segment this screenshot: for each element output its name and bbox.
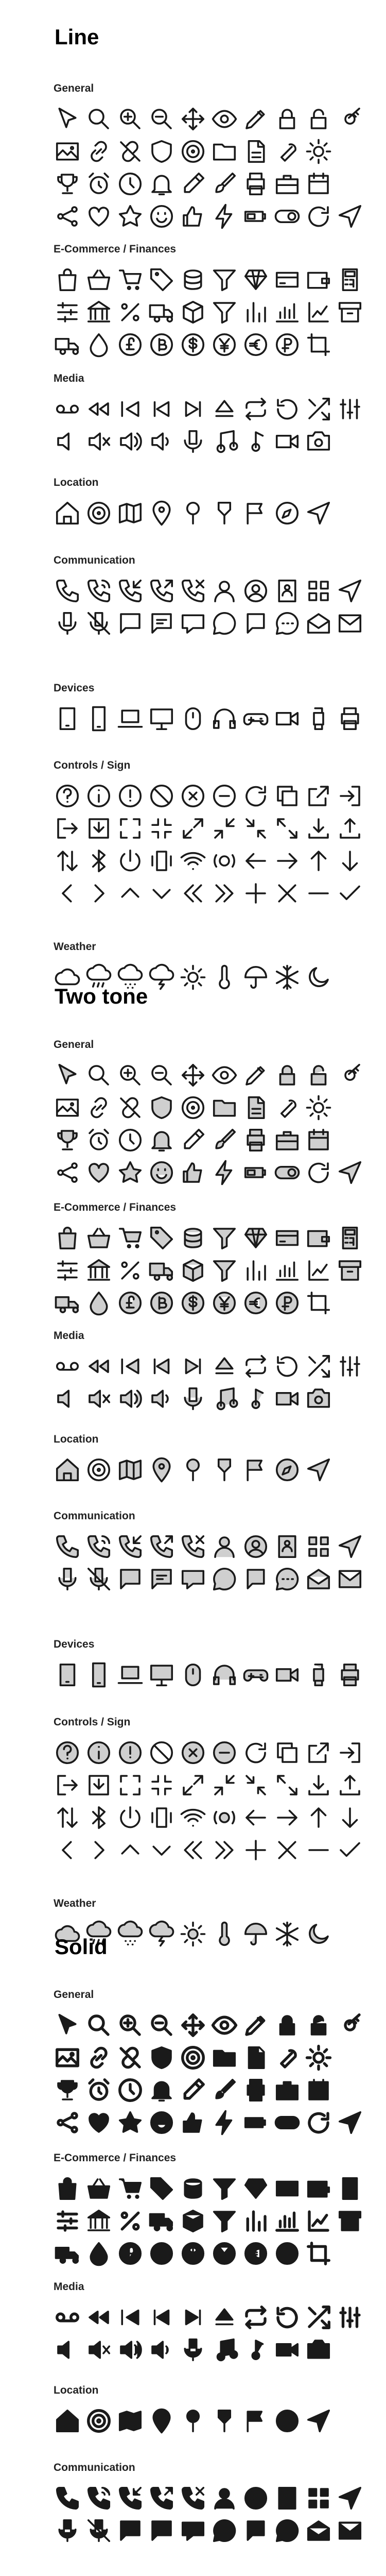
chat-dots-icon [273,2517,301,2545]
home-icon [54,2407,81,2435]
unlink-icon [116,2044,144,2072]
star-icon [116,2109,144,2137]
section-title: Communication [54,1510,135,1522]
replay-icon [273,2303,301,2331]
bank-icon [85,2207,113,2235]
grid-icon [305,2484,332,2512]
wallet-icon [305,2175,332,2202]
mail-open-icon [305,2517,332,2545]
user-icon [210,2484,238,2512]
unlock-icon [305,2011,332,2039]
icon-row [0,2175,386,2202]
icon-row [0,2240,386,2267]
drop-icon [85,2240,113,2267]
eject-icon [210,2303,238,2331]
icon-row [0,2303,386,2331]
repeat-icon [242,2303,270,2331]
mic-icon [54,2517,81,2545]
section-title: Location [54,1433,99,1445]
eyedropper-icon [179,2076,207,2104]
user-circle-icon [242,2484,270,2512]
chat-icon [116,2517,144,2545]
document-icon [242,2044,270,2072]
flag-icon [242,2407,270,2435]
section-title: E-Commerce / Finances [54,2152,177,2164]
pound-icon [116,2240,144,2267]
target-icon [179,2044,207,2072]
heart-icon [85,2109,113,2137]
pin-icon [148,2407,176,2435]
percent-icon [116,2207,144,2235]
icon-row [0,2484,386,2512]
volume-icon [54,2336,81,2364]
eye-icon [210,2011,238,2039]
zoom-in-icon [116,2011,144,2039]
search-icon [85,2011,113,2039]
chat-text-icon [148,2517,176,2545]
sliders-icon [54,2207,81,2235]
bitcoin-icon [148,2240,176,2267]
icon-row [0,2109,386,2137]
battery-icon [242,2109,270,2137]
card-icon [273,2175,301,2202]
section-title: Communication [54,2462,135,2473]
cursor-icon [54,2011,81,2039]
volume-mute-icon [85,2336,113,2364]
solid-section-location [0,2384,386,2439]
basket-icon [85,2175,113,2202]
bar-chart-icon [242,2207,270,2235]
icon-row [0,2044,386,2072]
section-title: Devices [54,682,95,694]
mic-off-icon [85,2517,113,2545]
lock-icon [273,2011,301,2039]
section-title: Location [54,477,99,488]
clock-icon [116,2076,144,2104]
section-title: Media [54,372,84,384]
pen-icon [242,2011,270,2039]
send-icon [336,2109,364,2137]
shuffle-icon [305,2303,332,2331]
message-square-icon [242,2517,270,2545]
funnel-icon [210,2175,238,2202]
toggle-icon [273,2109,301,2137]
section-title: Media [54,2281,84,2293]
note-icon [242,2336,270,2364]
delivery-icon [54,2240,81,2267]
next-icon [179,2303,207,2331]
coins-icon [179,2175,207,2202]
graph-icon [305,2207,332,2235]
tag-icon [148,2175,176,2202]
icon-row [0,2407,386,2435]
section-title: Controls / Sign [54,1716,131,1728]
section-title: Weather [54,1897,96,1909]
icon-row [0,2076,386,2104]
map-icon [116,2407,144,2435]
box-icon [179,2207,207,2235]
thumbs-up-icon [179,2109,207,2137]
phone-incoming-icon [116,2484,144,2512]
euro-icon [242,2240,270,2267]
icon-row [0,2517,386,2545]
video-icon [273,2336,301,2364]
diamond-icon [242,2175,270,2202]
crop-icon [305,2240,332,2267]
bell-icon [148,2076,176,2104]
phone-missed-icon [179,2484,207,2512]
briefcase-icon [273,2076,301,2104]
voicemail-icon [54,2303,81,2331]
pushpin-icon [179,2407,207,2435]
line-style-title: Line [55,25,99,49]
funnel-icon [210,2207,238,2235]
phone-outgoing-icon [148,2484,176,2512]
shield-icon [148,2044,176,2072]
compass-icon [273,2407,301,2435]
mail-icon [336,2517,364,2545]
settings-icon [305,2044,332,2072]
image-icon [54,2044,81,2072]
print-icon [242,2076,270,2104]
icon-row [0,2336,386,2364]
solid-section-e-commerce-finances [0,2152,386,2272]
section-title: Weather [54,941,96,953]
share-icon [54,2109,81,2137]
section-title: General [54,1989,94,2001]
contacts-icon [273,2484,301,2512]
previous-icon [148,2303,176,2331]
folder-icon [210,2044,238,2072]
target-icon [85,2407,113,2435]
icon-row [0,2011,386,2039]
section-title: E-Commerce / Finances [54,1201,177,1213]
two-tone-style-title: Two tone [55,984,148,1008]
package-icon [336,2207,364,2235]
solid-section-communication [0,2462,386,2549]
lightning-icon [210,2109,238,2137]
calculator-icon [336,2175,364,2202]
yen-icon [210,2240,238,2267]
section-title: General [54,1039,94,1050]
section-title: Controls / Sign [54,759,131,771]
smiley-icon [148,2109,176,2137]
solid-style-title: Solid [55,1935,108,1959]
link-icon [85,2044,113,2072]
brush-icon [210,2076,238,2104]
wrench-icon [273,2044,301,2072]
section-title: Communication [54,554,135,566]
section-title: Location [54,2384,99,2396]
chart-icon [273,2207,301,2235]
comment-icon [179,2517,207,2545]
dollar-icon [179,2240,207,2267]
camera-icon [305,2336,332,2364]
solid-section-general [0,1989,386,2141]
equalizer-icon [336,2303,364,2331]
message-icon [210,2517,238,2545]
phone-call-icon [85,2484,113,2512]
skip-back-icon [116,2303,144,2331]
move-icon [179,2011,207,2039]
section-title: E-Commerce / Finances [54,243,177,255]
send-icon [336,2484,364,2512]
refresh-icon [305,2109,332,2137]
solid-section-media [0,2281,386,2368]
section-title: General [54,82,94,94]
music-icon [210,2336,238,2364]
mic-icon [179,2336,207,2364]
alarm-icon [85,2076,113,2104]
phone-icon [54,2484,81,2512]
rewind-icon [85,2303,113,2331]
navigation-icon [305,2407,332,2435]
volume-down-icon [148,2336,176,2364]
icon-row [0,2207,386,2235]
truck-icon [148,2207,176,2235]
section-title: Media [54,1330,84,1342]
calendar-icon [305,2076,332,2104]
cart-icon [116,2175,144,2202]
marker-icon [210,2407,238,2435]
zoom-out-icon [148,2011,176,2039]
volume-up-icon [116,2336,144,2364]
key-icon [336,2011,364,2039]
rouble-icon [273,2240,301,2267]
section-title: Devices [54,1638,95,1650]
trophy-icon [54,2076,81,2104]
shopping-bag-icon [54,2175,81,2202]
